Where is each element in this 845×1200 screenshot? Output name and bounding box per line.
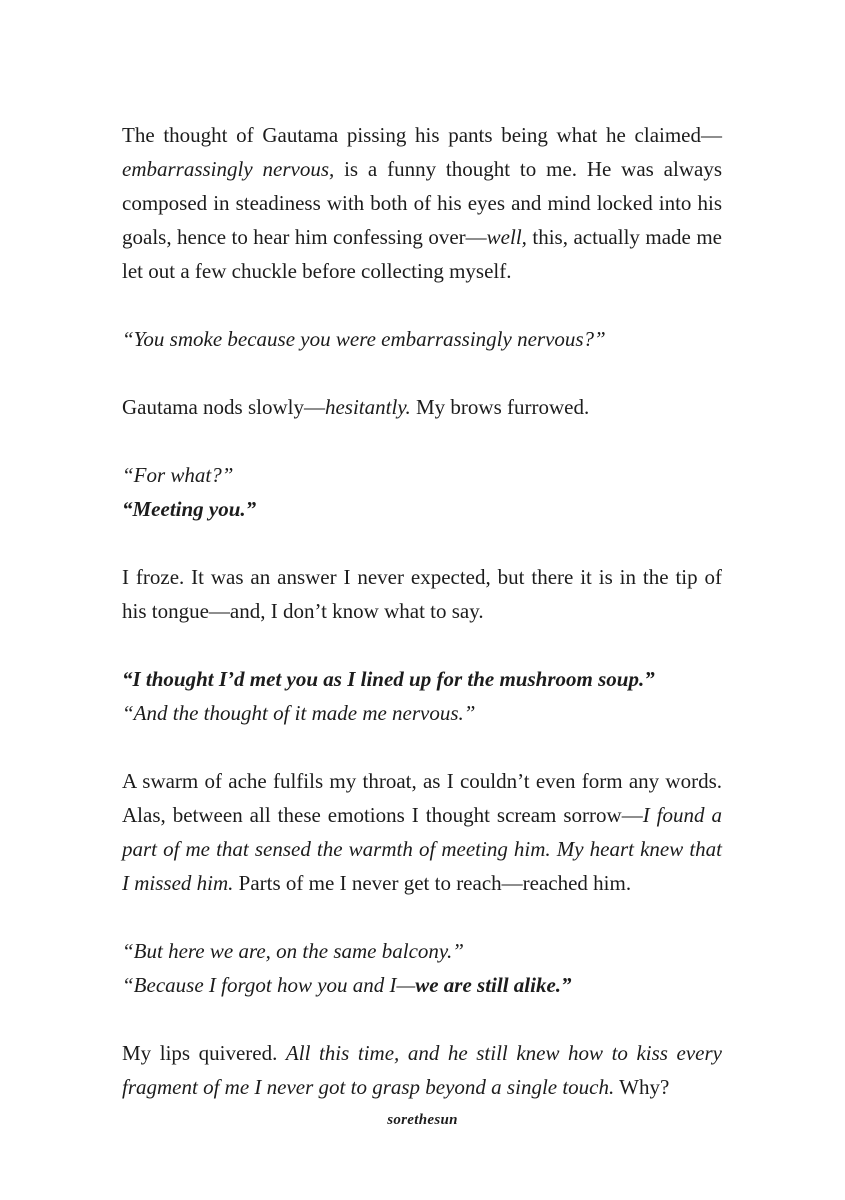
- text-run: My brows furrowed.: [410, 395, 590, 419]
- text-run: “Because I forgot how you and I—: [122, 973, 416, 997]
- text-run: A swarm of ache fulfils my throat, as I couldn’t even form any words. Alas, between all these emotions I thought scream sorrow—: [122, 769, 722, 827]
- paragraph-swarm-of-ache: [122, 764, 722, 900]
- story-page: [122, 118, 722, 1104]
- author-signature: sorethesun: [387, 1112, 458, 1128]
- dialogue-mushroom-soup: “I thought I’d met you as I lined up for the mushroom soup.”: [122, 667, 655, 691]
- text-run: this, actually made me let out a few chuckle before collecting myself.: [122, 225, 722, 283]
- italic-text: All this time, and he still knew how to kiss every fragment of me I never got to grasp beyond a single touch.: [122, 1041, 722, 1099]
- italic-text: embarrassingly nervous,: [122, 157, 335, 181]
- italic-text: I found a part of me that sensed the warmth of meeting him. My heart knew that I missed him.: [122, 803, 723, 895]
- text-run: My lips quivered.: [122, 1041, 286, 1065]
- dialogue-smoke: “You smoke because you were embarrassingly nervous?”: [122, 327, 606, 351]
- text-run: Parts of me I never get to reach—reached him.: [233, 871, 632, 895]
- dialogue-meeting-you: “Meeting you.”: [122, 497, 257, 521]
- dialogue-still-alike: [122, 968, 722, 1002]
- text-run: Why?: [614, 1075, 670, 1099]
- italic-text: hesitantly.: [324, 395, 411, 419]
- text-run: Gautama nods slowly—: [122, 395, 325, 419]
- text-run: The thought of Gautama pissing his pants being what he claimed—: [122, 123, 722, 147]
- dialogue-balcony: “But here we are, on the same balcony.”: [122, 939, 464, 963]
- bold-text: we are still alike.”: [415, 973, 572, 997]
- paragraph-lips-quivered: [122, 1036, 722, 1104]
- text-run: is a funny thought to me. He was always composed in steadiness with both of his eyes and mind locked into his goals, hence to hear him confessing over—: [122, 157, 722, 249]
- italic-text: well,: [486, 225, 527, 249]
- paragraph-gautama-nervous: [122, 118, 722, 288]
- dialogue-for-what: “For what?”: [122, 463, 234, 487]
- paragraph-nods: [122, 390, 722, 424]
- paragraph-froze: I froze. It was an answer I never expected, but there it is in the tip of his tongue—and, I don’t know what to say.: [122, 565, 722, 623]
- dialogue-nervous: “And the thought of it made me nervous.”: [122, 701, 476, 725]
